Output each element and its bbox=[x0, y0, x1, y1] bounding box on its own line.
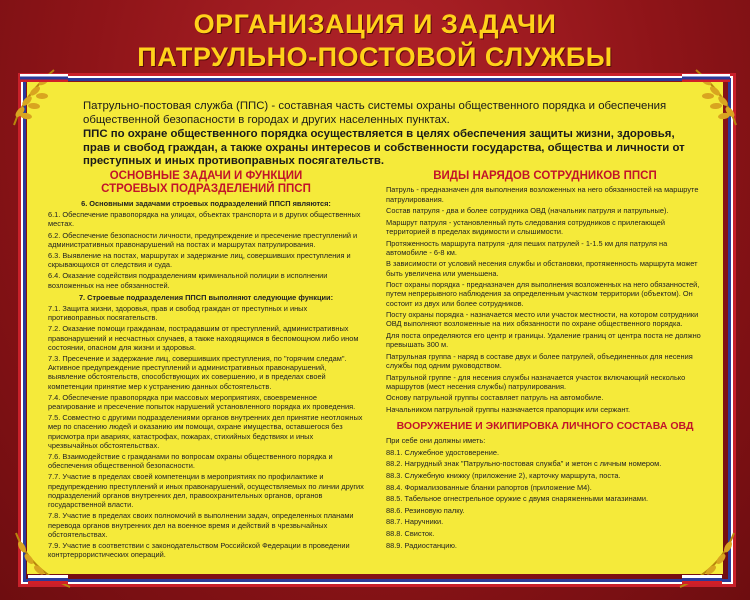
list-item: Патрульная группа - наряд в составе двух и более патрулей, объединенных для несения службы под одним руководством. bbox=[386, 351, 693, 370]
list-item: 7.1. Защита жизни, здоровья, прав и свобод граждан от преступных и иных противоправных посягательств. bbox=[48, 304, 308, 323]
list-item: Для поста определяются его центр и границы. Удаление границ от центра поста не должно превышать 300 м. bbox=[386, 330, 701, 350]
list-item: Состав патруля - два и более сотрудника ОВД (начальник патруля и патрульные). bbox=[386, 206, 669, 216]
left-column bbox=[48, 170, 364, 561]
list-item: Начальником патрульной группы назначается прапорщик или сержант. bbox=[386, 404, 631, 414]
list-item: 88.3. Служебную книжку (приложение 2), карточку маршрута, поста. bbox=[386, 470, 621, 480]
list-item: 7.3. Пресечение и задержание лиц, совершивших преступления, по "горячим следам". Активное предупреждение преступлений и административных правонарушений, выявление обстоятельств, способствующих их совершению, и в пределах своей компетенции принятие мер к устранению данных обстоятельств. bbox=[48, 354, 347, 391]
left-heading-1: ОСНОВНЫЕ ЗАДАЧИ И ФУНКЦИИ bbox=[109, 170, 303, 182]
list-item: Пост охраны порядка - предназначен для выполнения возложенных на него обязанностей, путем непрерывного наблюдения за определенным участком территории (объектом). Он состоит из двух или более сотрудников. bbox=[386, 280, 700, 308]
list-item: 88.2. Нагрудный знак "Патрульно-постовая служба" и жетон с личным номером. bbox=[386, 459, 662, 469]
tasks-subheading: 6. Основными задачами строевых подразделений ППСП являются: bbox=[81, 199, 331, 208]
list-item: 88.1. Служебное удостоверение. bbox=[386, 447, 500, 457]
list-item: 88.5. Табельное огнестрельное оружие с двумя снаряженными магазинами. bbox=[386, 494, 649, 504]
list-item: 88.9. Радиостанцию. bbox=[386, 540, 457, 550]
right-column bbox=[386, 170, 704, 552]
right-heading: ВИДЫ НАРЯДОВ СОТРУДНИКОВ ППСП bbox=[433, 170, 657, 182]
title-line-2: ПАТРУЛЬНО-ПОСТОВОЙ СЛУЖБЫ bbox=[137, 42, 613, 72]
flag-ribbon-icon bbox=[682, 74, 730, 82]
list-item: 6.3. Выявление на постах, маршрутах и задержание лиц, совершивших преступления и скрывающихся от следствия и суда. bbox=[48, 251, 351, 270]
list-item: 88.7. Наручники. bbox=[386, 517, 444, 527]
list-item: 7.2. Оказание помощи гражданам, пострадавшим от преступлений, административных правонарушений и несчастных случаев, а также находящимся в беспомощном либо ином состоянии, опасном для жизни и здоровья. bbox=[48, 324, 359, 352]
list-item: 88.4. Формализованные бланки рапортов (приложение М4). bbox=[386, 482, 592, 492]
list-item: 7.9. Участие в соответствии с законодательством Российской Федерации в проведении контртеррористических операций. bbox=[48, 540, 350, 560]
title-line-1: ОРГАНИЗАЦИЯ И ЗАДАЧИ bbox=[193, 9, 557, 39]
equipment-lead: При себе они должны иметь: bbox=[386, 436, 486, 446]
functions-subheading: 7. Строевые подразделения ППСП выполняют следующие функции: bbox=[78, 292, 334, 302]
flag-ribbon-icon bbox=[20, 74, 68, 82]
list-item: 7.4. Обеспечение правопорядка при массовых мероприятиях, своевременное реагирование и пресечение попыток нарушений установленного порядка их проведения. bbox=[48, 392, 356, 412]
list-item: 7.5. Совместно с другими подразделениями органов внутренних дел принятие неотложных мер по спасению людей и оказанию им помощи, охране имущества, оставшегося без присмотра при авариях, катастрофах, пожарах, стихийных бедствиях и иных чрезвычайных обстоятельствах. bbox=[48, 413, 363, 450]
list-item: Маршрут патруля - установленный путь следования сотрудников с прилегающей территорией в пределах видимости и слышимости. bbox=[386, 217, 666, 236]
laurel-branch-icon bbox=[4, 60, 64, 130]
list-item: 6.2. Обеспечение безопасности личности, предупреждение и пресечение преступлений и административных правонарушений на постах и маршрутах патрулирования. bbox=[48, 230, 358, 249]
list-item: В зависимости от условий несения службы и обстановки, протяженность маршрута может быть увеличена или уменьшена. bbox=[386, 259, 698, 278]
list-item: 6.4. Оказание содействия подразделениям криминальной полиции в исполнении возложенных на нее обязанностей. bbox=[48, 271, 328, 290]
list-item: Протяженность маршрута патруля -для пеших патрулей - 1-1.5 км для патруля на автомобиле - 6-8 км. bbox=[386, 238, 668, 257]
equipment-heading: ВООРУЖЕНИЕ И ЭКИПИРОВКА ЛИЧНОГО СОСТАВА ОВД bbox=[396, 420, 694, 433]
list-item: 88.6. Резиновую палку. bbox=[386, 505, 465, 515]
list-item: Посту охраны порядка - назначается место или участок местности, на котором сотрудники ОВД выполняют возложенные на них обязанности по охране общественного порядка. bbox=[386, 310, 699, 329]
list-item: 7.6. Взаимодействие с гражданами по вопросам охраны общественного порядка и обеспечения общественной безопасности. bbox=[48, 452, 333, 471]
intro-paragraph-1: Патрульно-постовая служба (ППС) - составная часть системы охраны общественного порядка и обеспечения общественной безопасности в городах и других населенных пунктах. bbox=[83, 100, 667, 126]
list-item: Основу патрульной группы составляет патруль на автомобиле. bbox=[386, 393, 604, 403]
list-item: 88.8. Свисток. bbox=[386, 528, 435, 538]
list-item: 7.7. Участие в пределах своей компетенции в мероприятиях по профилактике и предупреждению преступлений и иных правонарушений, осуществляемых по линии других подразделений органов внутренних дел, правоохранительных органов, органов государственной власти. bbox=[48, 472, 364, 510]
list-item: 7.8. Участие в пределах своих полномочий в выполнении задач, определенных планами перевода органов внутренних дел на военное время и действий в чрезвычайных обстоятельствах. bbox=[48, 511, 354, 539]
poster-title bbox=[0, 8, 750, 74]
intro-paragraph-2: ППС по охране общественного порядка осуществляется в целях обеспечения защиты жизни, здоровья, прав и свобод граждан, а также охраны интересов и собственности государства, общества и личности от преступных и иных противоправных посягательств. bbox=[83, 128, 685, 168]
list-item: Патрульной группе - для несения службы назначается участок включающий несколько маршрутов (мест несения службы) патрулирования. bbox=[386, 372, 686, 391]
list-item: 6.1. Обеспечение правопорядка на улицах, объектах транспорта и в других общественных местах. bbox=[48, 210, 361, 229]
list-item: Патруль - предназначен для выполнения возложенных на него обязанностей на маршруте патрулирования. bbox=[386, 185, 699, 204]
left-heading-2: СТРОЕВЫХ ПОДРАЗДЕЛЕНИЙ ППСП bbox=[101, 183, 311, 195]
